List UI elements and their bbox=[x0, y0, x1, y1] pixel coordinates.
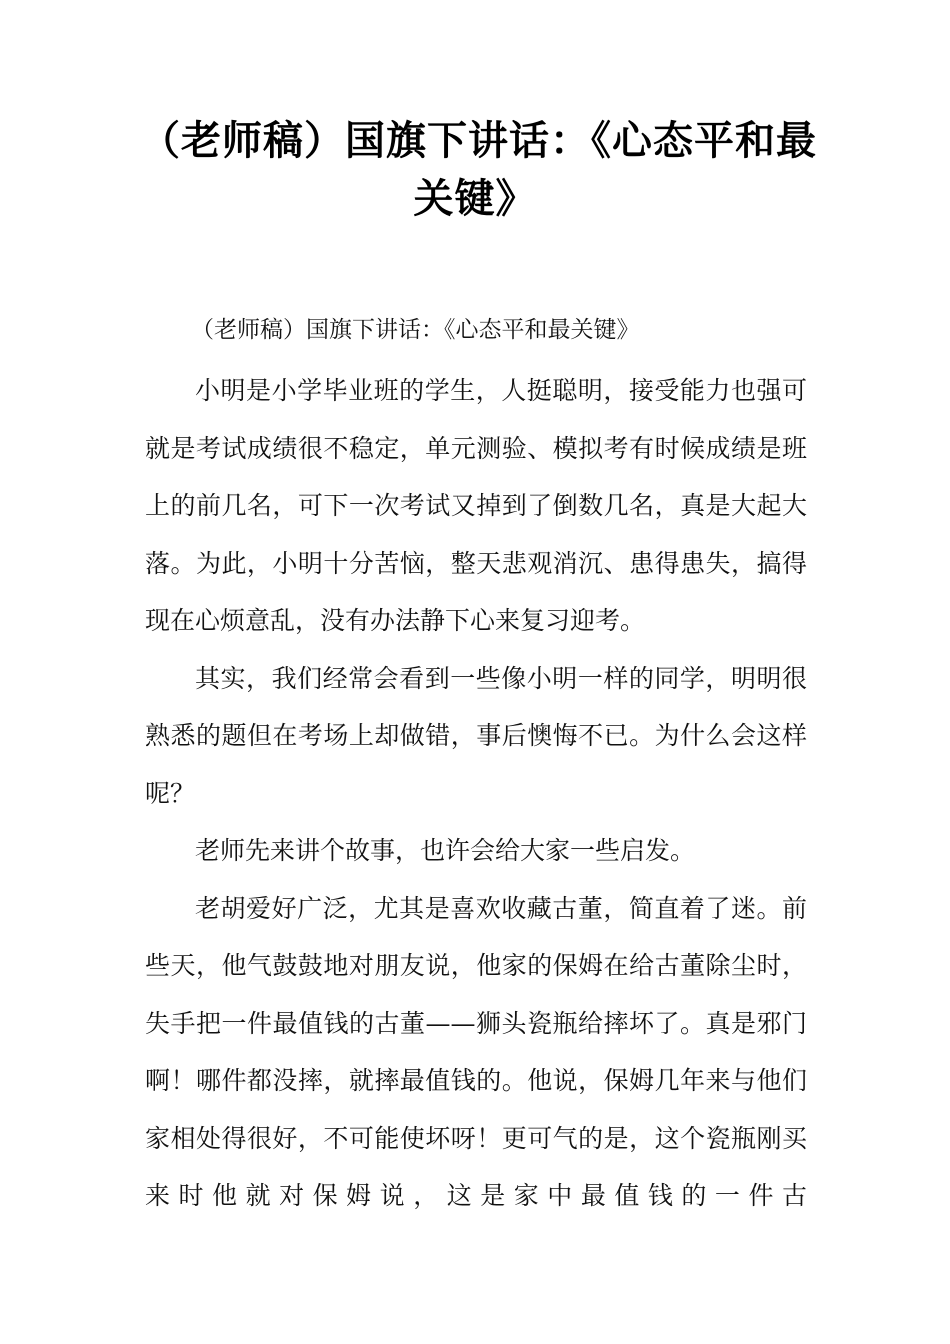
title-line-1: （老师稿）国旗下讲话：《心态平和最 bbox=[140, 118, 817, 164]
paragraph: 其实，我们经常会看到一些像小明一样的同学，明明很熟悉的题但在考场上却做错，事后懊悔不已。为什么会这样呢？ bbox=[145, 663, 807, 808]
paragraph-subtitle: （老师稿）国旗下讲话：《心态平和最关键》 bbox=[191, 317, 640, 343]
document-body bbox=[145, 305, 807, 1225]
title-line-2: 关键》 bbox=[413, 176, 537, 222]
paragraph: 老师先来讲个故事，也许会给大家一些启发。 bbox=[195, 836, 696, 865]
page-title bbox=[140, 112, 817, 228]
paragraph: 老胡爱好广泛，尤其是喜欢收藏古董，简直着了迷。前些天，他气鼓鼓地对朋友说，他家的保姆在给古董除尘时，失手把一件最值钱的古董——狮头瓷瓶给摔坏了。真是邪门啊！哪件都没摔，就摔最值钱的。他说，保姆几年来与他们家相处得很好，不可能使坏呀！更可气的是，这个瓷瓶刚买来时他就对保姆说，这是家中最值钱的一件古 bbox=[145, 893, 807, 1210]
paragraph: 小明是小学毕业班的学生，人挺聪明，接受能力也强可就是考试成绩很不稳定，单元测验、模拟考有时候成绩是班上的前几名，可下一次考试又掉到了倒数几名，真是大起大落。为此，小明十分苦恼，整天悲观消沉、患得患失，搞得现在心烦意乱，没有办法静下心来复习迎考。 bbox=[145, 376, 807, 635]
